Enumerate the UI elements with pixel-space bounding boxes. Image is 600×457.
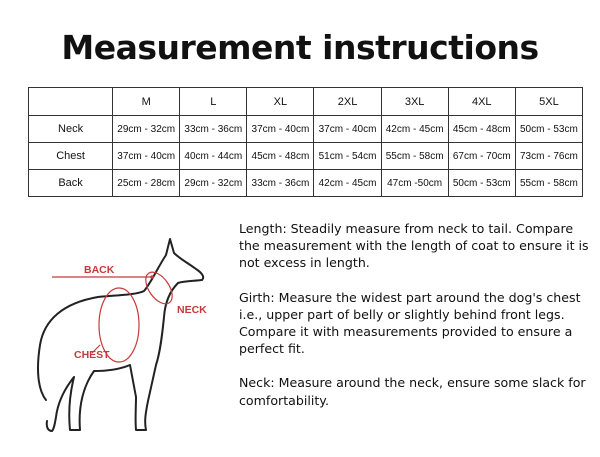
- dog-measurement-diagram: [18, 225, 233, 445]
- size-header: XL: [247, 88, 314, 116]
- table-cell: 40cm - 44cm: [180, 143, 247, 170]
- size-header: 2XL: [314, 88, 381, 116]
- table-corner-cell: [29, 88, 113, 116]
- row-label: Back: [29, 170, 113, 197]
- dog-outline: [38, 239, 203, 431]
- neck-instruction: Neck: Measure around the neck, ensure some slack for comfortability.: [239, 375, 586, 408]
- table-cell: 29cm - 32cm: [180, 170, 247, 197]
- size-header: 5XL: [515, 88, 582, 116]
- back-measure-end: [150, 275, 154, 279]
- page-title: Measurement instructions: [61, 28, 539, 67]
- table-cell: 45cm - 48cm: [247, 143, 314, 170]
- table-row: [29, 170, 583, 197]
- table-cell: 25cm - 28cm: [113, 170, 180, 197]
- table-cell: 33cm - 36cm: [247, 170, 314, 197]
- table-cell: 37cm - 40cm: [247, 116, 314, 143]
- table-cell: 42cm - 45cm: [381, 116, 448, 143]
- table-cell: 55cm - 58cm: [381, 143, 448, 170]
- row-label: Chest: [29, 143, 113, 170]
- table-cell: 50cm - 53cm: [515, 116, 582, 143]
- table-cell: 37cm - 40cm: [113, 143, 180, 170]
- girth-instruction: Girth: Measure the widest part around the dog's chest i.e., upper part of belly or slightly behind front legs. Compare it with measurements provided to ensure a perfect fit.: [239, 289, 581, 357]
- table-cell: 51cm - 54cm: [314, 143, 381, 170]
- table-cell: 50cm - 53cm: [448, 170, 515, 197]
- size-header: M: [113, 88, 180, 116]
- table-cell: 45cm - 48cm: [448, 116, 515, 143]
- table-row: [29, 143, 583, 170]
- table-cell: 37cm - 40cm: [314, 116, 381, 143]
- chest-label: CHEST: [74, 349, 110, 361]
- table-header-row: [29, 88, 583, 116]
- table-cell: 67cm - 70cm: [448, 143, 515, 170]
- size-header: 3XL: [381, 88, 448, 116]
- table-cell: 55cm - 58cm: [515, 170, 582, 197]
- size-header: 4XL: [448, 88, 515, 116]
- table-row: [29, 116, 583, 143]
- table-cell: 42cm - 45cm: [314, 170, 381, 197]
- dog-illustration: [18, 225, 233, 445]
- measurement-instructions: [239, 220, 594, 426]
- length-instruction: Length: Steadily measure from neck to tail. Compare the measurement with the length of coat to ensure it is not excess in length.: [239, 221, 589, 271]
- table-cell: 29cm - 32cm: [113, 116, 180, 143]
- back-label: BACK: [84, 264, 115, 276]
- table-cell: 47cm -50cm: [381, 170, 448, 197]
- table-cell: 73cm - 76cm: [515, 143, 582, 170]
- row-label: Neck: [29, 116, 113, 143]
- table-cell: 33cm - 36cm: [180, 116, 247, 143]
- size-header: L: [180, 88, 247, 116]
- size-chart-table: [28, 87, 583, 197]
- neck-label: NECK: [177, 304, 207, 316]
